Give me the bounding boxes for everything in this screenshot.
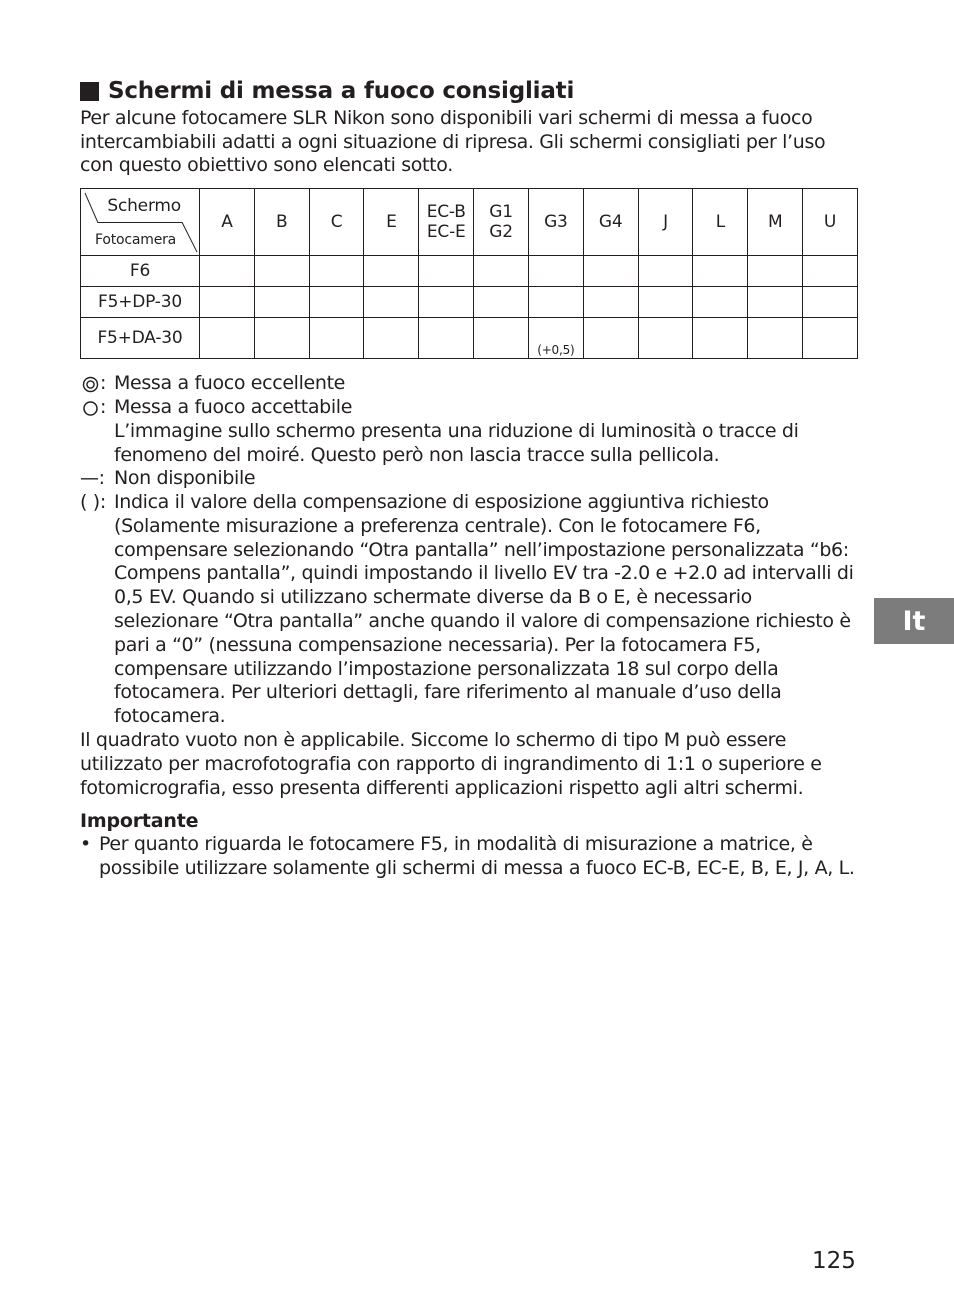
table-cell <box>693 287 748 318</box>
column-header: J <box>638 189 693 256</box>
column-header: M <box>748 189 803 256</box>
column-header: A <box>200 189 255 256</box>
corner-label-camera: Fotocamera <box>95 232 177 249</box>
table-cell <box>583 256 638 287</box>
table-cell <box>638 287 693 318</box>
parentheses-symbol: ( ): <box>80 491 106 514</box>
table-cell <box>254 256 309 287</box>
legend-item-parentheses <box>80 491 858 729</box>
table-cell <box>200 287 255 318</box>
table-cell <box>474 256 529 287</box>
table-cell <box>748 318 803 359</box>
compensation-value: (+0,5) <box>537 343 575 358</box>
table-cell <box>803 287 858 318</box>
legend-item-not-available <box>80 467 858 491</box>
row-header-camera: F5+DP-30 <box>81 287 200 318</box>
page-content <box>80 78 858 881</box>
table-cell <box>364 256 419 287</box>
column-header: G3 <box>528 189 583 256</box>
table-cell-compensation <box>528 318 583 359</box>
table-cell <box>364 318 419 359</box>
table-header-row <box>81 189 858 256</box>
important-heading: Importante <box>80 810 199 833</box>
table-cell <box>419 318 474 359</box>
table-cell <box>200 256 255 287</box>
legend-text: Indica il valore della compensazione di esposizione aggiuntiva richiesto (Solamente misurazione a preferenza centrale). Con le fotocamere F6, compensare selezionando “Otra pantalla” nell’impostazione personalizzata “b6: Compens pantalla”, quindi impostando il livello EV tra -2.0 e +2.0 ad intervalli di 0,5 EV. Quando si utilizzano schermate diverse da B o E, è necessario selezionare “Otra pantalla” anche quando il valore di compensazione richiesto è pari a “0” (nessuna compensazione necessaria). Per la fotocamera F5, compensare utilizzando l’impostazione personalizzata 18 sul corpo della fotocamera. Per ulteriori dettagli, fare riferimento al manuale d’uso della fotocamera. <box>114 491 854 728</box>
legend-item-excellent: : Messa a fuoco eccellente <box>80 372 858 396</box>
list-item <box>80 833 858 881</box>
table-cell <box>528 256 583 287</box>
focusing-screens-table <box>80 188 858 359</box>
table-cell <box>419 256 474 287</box>
language-tab: It <box>874 598 954 644</box>
column-header: C <box>309 189 364 256</box>
table-cell <box>638 256 693 287</box>
column-header: EC-B EC-E <box>419 189 474 256</box>
table-cell <box>474 318 529 359</box>
dash-symbol: —: <box>80 467 105 490</box>
table-row <box>81 318 858 359</box>
circle-icon <box>82 400 99 417</box>
legend-text: Messa a fuoco accettabile <box>114 395 353 418</box>
row-header-camera: F6 <box>81 256 200 287</box>
table-cell <box>309 318 364 359</box>
table-cell <box>309 287 364 318</box>
table-row <box>81 256 858 287</box>
table-corner-cell <box>81 189 200 256</box>
column-header: B <box>254 189 309 256</box>
square-bullet-icon <box>80 82 99 101</box>
table-cell <box>254 287 309 318</box>
note-paragraph: Il quadrato vuoto non è applicabile. Siccome lo schermo di tipo M può essere utilizzato per macrofotografia con rapporto di ingrandimento di 1:1 o superiore e fotomicrografia, esso presenta differenti applicazioni rispetto agli altri schermi. <box>80 729 822 799</box>
intro-paragraph: Per alcune fotocamere SLR Nikon sono disponibili vari schermi di messa a fuoco intercambiabili adatti a ogni situazione di ripresa. Gli schermi consigliati per l’uso con questo obiettivo sono elencati sotto. <box>80 107 826 177</box>
row-header-camera: F5+DA-30 <box>81 318 200 359</box>
column-header: G4 <box>583 189 638 256</box>
page-number: 125 <box>812 1248 856 1274</box>
table-cell <box>748 287 803 318</box>
legend-text: Messa a fuoco eccellente <box>114 372 346 395</box>
table-cell <box>583 287 638 318</box>
bullet-icon: • <box>80 833 91 856</box>
bullet-text: Per quanto riguarda le fotocamere F5, in modalità di misurazione a matrice, è possibile utilizzare solamente gli schermi di messa a fuoco EC-B, EC-E, B, E, J, A, L. <box>99 833 855 880</box>
section-title: Schermi di messa a fuoco consigliati <box>108 78 575 104</box>
column-header: U <box>803 189 858 256</box>
column-header: G1 G2 <box>474 189 529 256</box>
table-cell <box>693 256 748 287</box>
table-cell <box>474 287 529 318</box>
table-cell <box>638 318 693 359</box>
table-cell <box>583 318 638 359</box>
table-cell <box>693 318 748 359</box>
column-header: E <box>364 189 419 256</box>
column-header: L <box>693 189 748 256</box>
table-cell <box>528 287 583 318</box>
legend <box>80 372 858 729</box>
table-cell <box>364 287 419 318</box>
table-cell <box>419 287 474 318</box>
legend-note: L’immagine sullo schermo presenta una riduzione di luminosità o tracce di fenomeno del moiré. Questo però non lascia tracce sulla pellicola. <box>114 419 799 466</box>
table-cell <box>309 256 364 287</box>
double-circle-icon <box>82 376 99 393</box>
section-heading <box>80 78 858 104</box>
legend-item-acceptable: : Messa a fuoco accettabile L’immagine sullo schermo presenta una riduzione di luminosità o tracce di fenomeno del moiré. Questo però non lascia tracce sulla pellicola. <box>80 396 858 467</box>
table-cell <box>254 318 309 359</box>
table-row <box>81 287 858 318</box>
table-cell <box>803 318 858 359</box>
table-cell <box>748 256 803 287</box>
table-cell <box>803 256 858 287</box>
table-cell <box>200 318 255 359</box>
legend-text: Non disponibile <box>114 467 256 490</box>
corner-label-screen: Schermo <box>107 196 181 217</box>
